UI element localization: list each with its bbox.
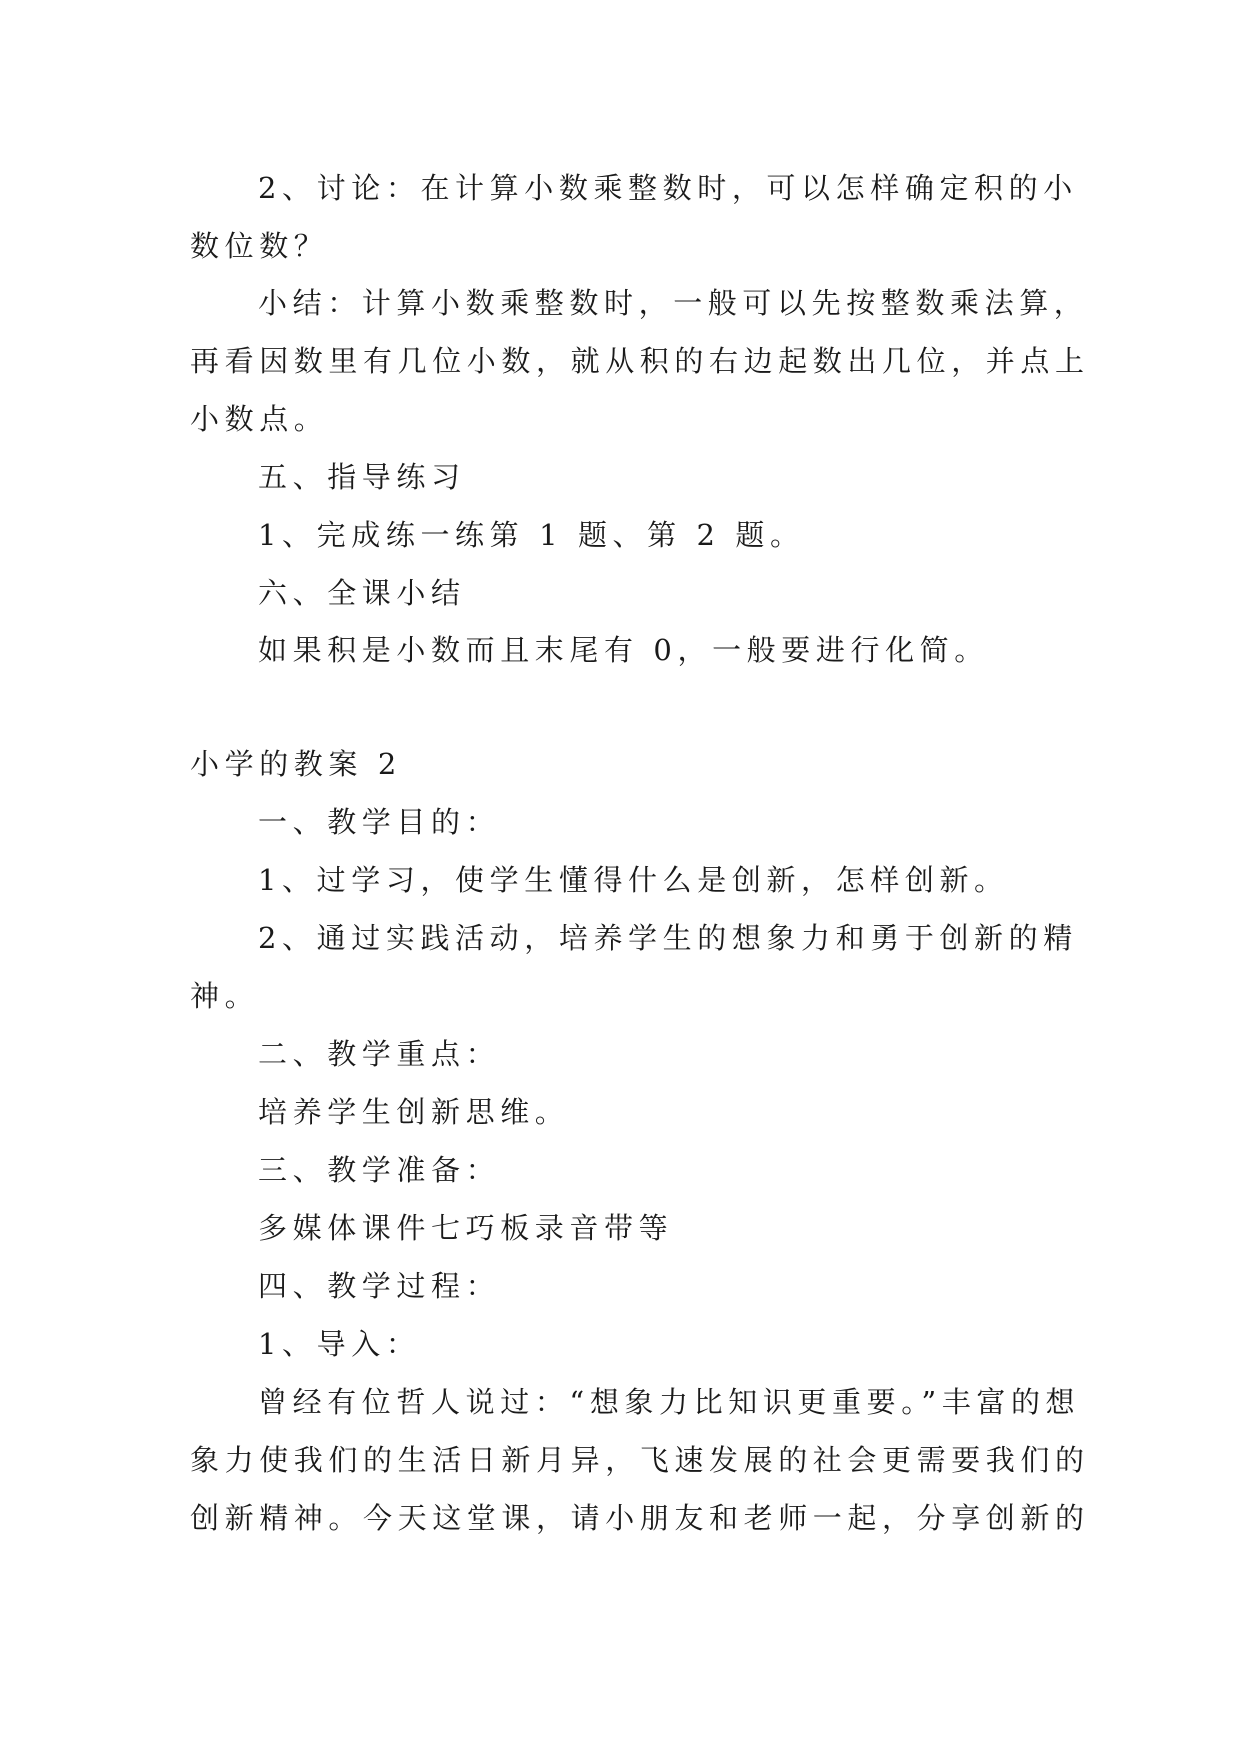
paragraph-line: 2、讨论：在计算小数乘整数时，可以怎样确定积的小: [258, 171, 1078, 205]
section-heading: 一、教学目的：: [258, 805, 501, 839]
document-title: 小学的教案 2: [190, 747, 402, 781]
paragraph-line: 再看因数里有几位小数，就从积的右边起数出几位，并点上: [190, 344, 1090, 378]
paragraph-line: 小结：计算小数乘整数时，一般可以先按整数乘法算，: [258, 286, 1089, 320]
paragraph-line: 1、完成练一练第 1 题、第 2 题。: [258, 518, 805, 552]
section-heading: 六、全课小结: [258, 576, 466, 610]
paragraph-line: 如果积是小数而且末尾有 0，一般要进行化简。: [258, 633, 989, 667]
paragraph-line: 2、通过实践活动，培养学生的想象力和勇于创新的精: [258, 921, 1078, 955]
section-heading: 三、教学准备：: [258, 1153, 501, 1187]
section-heading: 二、教学重点：: [258, 1037, 501, 1071]
paragraph-line: 小数点。: [190, 402, 329, 436]
paragraph-line: 曾经有位哲人说过：“想象力比知识更重要。”丰富的想: [258, 1385, 1081, 1419]
paragraph-line: 多媒体课件七巧板录音带等: [258, 1211, 674, 1245]
paragraph-line: 创新精神。今天这堂课，请小朋友和老师一起，分享创新的: [190, 1501, 1090, 1535]
paragraph-line: 神。: [190, 979, 260, 1013]
paragraph-line: 1、过学习，使学生懂得什么是创新，怎样创新。: [258, 863, 1009, 897]
section-heading: 五、指导练习: [258, 460, 466, 494]
paragraph-line: 1、导入：: [258, 1327, 421, 1361]
paragraph-line: 培养学生创新思维。: [258, 1095, 570, 1129]
paragraph-line: 象力使我们的生活日新月异，飞速发展的社会更需要我们的: [190, 1443, 1090, 1477]
section-heading: 四、教学过程：: [258, 1269, 501, 1303]
paragraph-line: 数位数？: [190, 229, 329, 263]
